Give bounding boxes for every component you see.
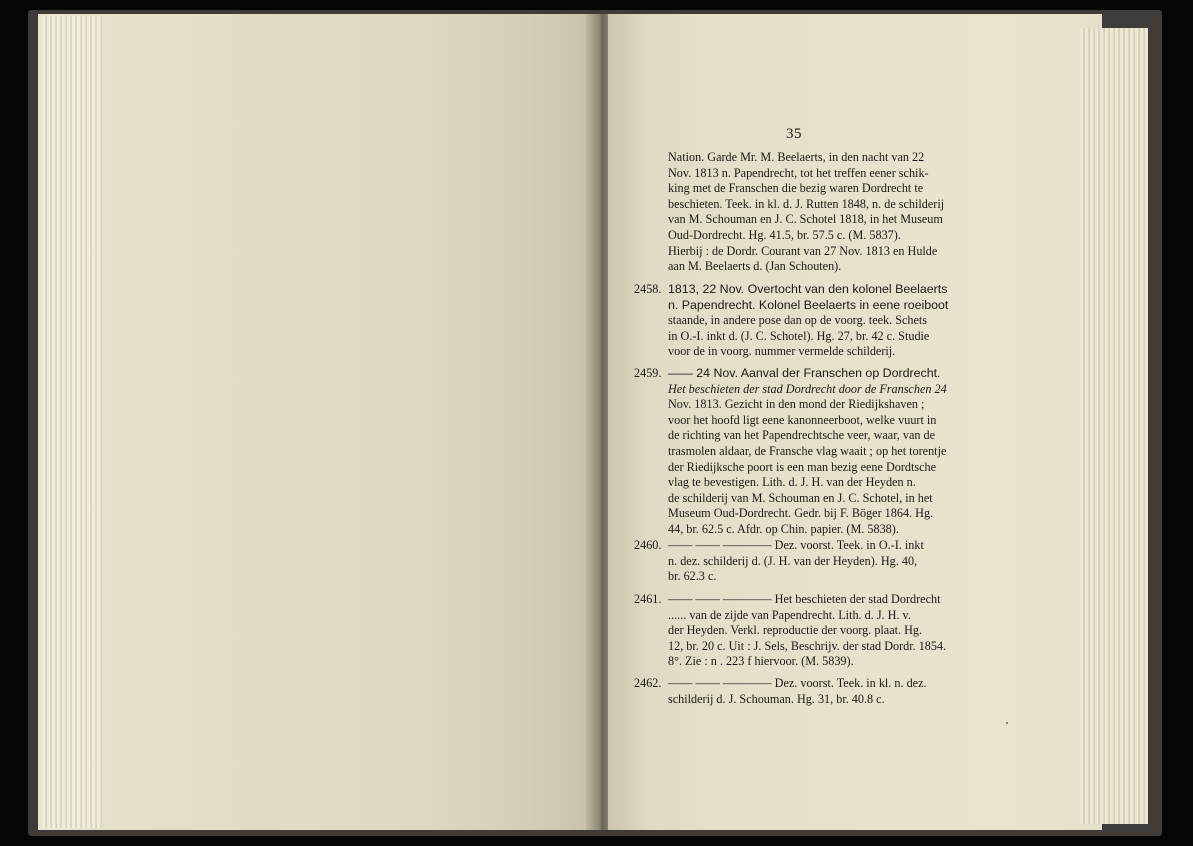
entry-line: br. 62.3 c. xyxy=(668,569,717,584)
entry-line: 8°. Zie : n . 223 f hiervoor. (M. 5839). xyxy=(668,654,854,669)
entry-line: staande, in andere pose dan op de voorg. teek. Schets xyxy=(668,313,928,328)
entry-line: 12, br. 20 c. Uit : J. Sels, Beschrijv. der stad Dordr. 1854. xyxy=(668,638,947,653)
entry-line: der Riedijksche poort is een man bezig eene Dordtsche xyxy=(668,459,937,474)
entry-line: schilderij d. J. Schouman. Hg. 31, br. 40.8 c. xyxy=(668,691,885,706)
entry-line: Het beschieten der stad Dordrecht door de Franschen 24 xyxy=(668,381,947,396)
catalog-entry xyxy=(668,538,980,585)
entry-number: 2461. xyxy=(634,592,662,606)
entry-line: de richting van het Papendrechtsche veer, waar, van de xyxy=(668,428,936,443)
entry-line: aan M. Beelaerts d. (Jan Schouten). xyxy=(668,259,842,274)
entry-line: king met de Franschen die bezig waren Dordrecht te xyxy=(668,181,924,196)
catalog-entry xyxy=(668,282,980,360)
entry-line: —— —— ———— Dez. voorst. Teek. in kl. n. dez. xyxy=(668,676,927,690)
entry-number: 2460. xyxy=(634,538,662,552)
catalog-entry xyxy=(668,676,980,707)
entry-line: Museum Oud-Dordrecht. Gedr. bij F. Böger 1864. Hg. xyxy=(668,506,934,521)
entry-line: der Heyden. Verkl. reproductie der voorg. plaat. Hg. xyxy=(668,623,923,638)
entry-number: 2462. xyxy=(634,676,662,690)
entry-number: 2459. xyxy=(634,366,662,380)
entry-line: n. dez. schilderij d. (J. H. van der Heyden). Hg. 40, xyxy=(668,553,918,568)
entry-line: beschieten. Teek. in kl. d. J. Rutten 1848, n. de schilderij xyxy=(668,196,945,211)
entry-line: Nov. 1813. Gezicht in den mond der Riedijkshaven ; xyxy=(668,397,925,412)
entry-line: van M. Schouman en J. C. Schotel 1818, in het Museum xyxy=(668,212,943,227)
entry-line: Hierbij : de Dordr. Courant van 27 Nov. 1813 en Hulde xyxy=(668,243,938,258)
entry-line: Nov. 1813 n. Papendrecht, tot het treffen eener schik- xyxy=(668,165,929,180)
entry-heading-line: —— 24 Nov. Aanval der Franschen op Dordrecht. xyxy=(668,366,941,380)
catalog-entry-continued xyxy=(668,150,980,275)
entry-line: in O.-I. inkt d. (J. C. Schotel). Hg. 27, br. 42 c. Studie xyxy=(668,328,930,343)
entry-line: —— —— ———— Dez. voorst. Teek. in O.-I. inkt xyxy=(668,538,924,552)
catalog-entry xyxy=(668,592,980,670)
entry-line: voor het hoofd ligt eene kanonneerboot, welke vuurt in xyxy=(668,412,937,427)
entry-line: voor de in voorg. nummer vermelde schilderij. xyxy=(668,344,896,359)
page-number: 35 xyxy=(786,126,802,142)
entry-line: vlag te bevestigen. Lith. d. J. H. van der Heyden n. xyxy=(668,475,916,490)
entry-line: Oud-Dordrecht. Hg. 41.5, br. 57.5 c. (M. 5837). xyxy=(668,227,901,242)
entry-line: 44, br. 62.5 c. Afdr. op Chin. papier. (M. 5838). xyxy=(668,521,899,536)
entry-line: ...... van de zijde van Papendrecht. Lith. d. J. H. v. xyxy=(668,607,911,622)
catalog-entry xyxy=(668,366,980,538)
entry-line: Nation. Garde Mr. M. Beelaerts, in den nacht van 22 xyxy=(668,150,925,164)
entry-line: trasmolen aldaar, de Fransche vlag waait ; op het torentje xyxy=(668,443,947,458)
entry-line: —— —— ———— Het beschieten der stad Dordrecht xyxy=(668,592,941,606)
entry-heading-line: n. Papendrecht. Kolonel Beelaerts in eene roeiboot xyxy=(668,297,949,312)
entry-number: 2458. xyxy=(634,282,662,296)
entry-line: de schilderij van M. Schouman en J. C. Schotel, in het xyxy=(668,490,933,505)
entry-heading-line: 1813, 22 Nov. Overtocht van den kolonel Beelaerts xyxy=(668,282,948,296)
